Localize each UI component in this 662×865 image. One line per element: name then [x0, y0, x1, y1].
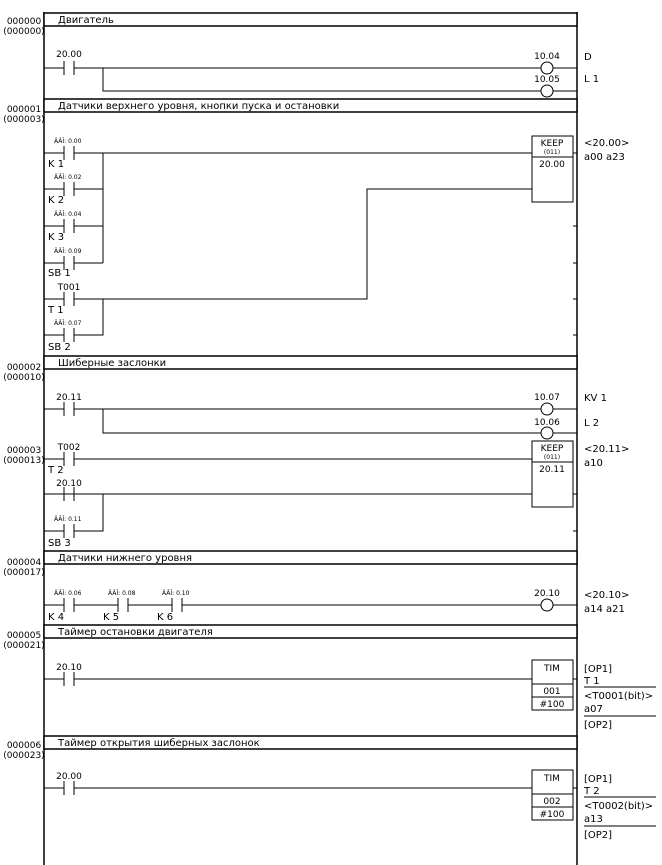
rung-step: (000010) [3, 373, 45, 383]
contact-name: K 3 [48, 232, 65, 243]
tim-op1: [OP1] [584, 774, 613, 785]
tim-bit: <T0001(bit)> [584, 691, 654, 702]
no-contact[interactable] [172, 598, 182, 612]
keep-annotation: a00 a23 [584, 152, 625, 163]
contact-address: ÂÂÎ: 0.00 [54, 138, 82, 145]
rung-number: 000003 [6, 446, 42, 456]
contact-address: 20.00 [56, 772, 82, 782]
contact-address: 20.10 [56, 663, 82, 673]
contact-address: ÂÂÎ: 0.08 [108, 590, 136, 597]
tim-setvalue: #100 [539, 700, 565, 710]
branch-wire [44, 189, 532, 335]
contact-name: SB 3 [48, 538, 71, 549]
no-contact[interactable] [64, 146, 74, 160]
rung-step: (000017) [3, 568, 45, 578]
no-contact[interactable] [64, 328, 74, 342]
contact-address: ÂÂÎ: 0.07 [54, 320, 82, 327]
tim-name: T 2 [584, 786, 600, 797]
no-contact[interactable] [64, 452, 74, 466]
contact-address: ÂÂÎ: 0.04 [54, 211, 82, 218]
keep-operand: 20.00 [539, 160, 565, 170]
rung-comment: Двигатель [58, 15, 114, 26]
contact-address: T001 [57, 283, 81, 293]
contact-name: T 1 [48, 305, 64, 316]
keep-title: KEEP [540, 444, 564, 454]
coil-label: D [584, 52, 592, 63]
tim-title: TIM [544, 774, 560, 784]
tim-name: T 1 [584, 676, 600, 687]
keep-code: (011) [543, 149, 561, 156]
coil-address: 10.06 [534, 418, 560, 428]
rung-number: 000002 [6, 363, 42, 373]
output-coil[interactable] [541, 599, 553, 611]
contact-address: ÂÂÎ: 0.11 [54, 516, 82, 523]
coil-address: 20.10 [534, 589, 560, 599]
keep-annotation: <20.11> [584, 444, 630, 455]
rung-number: 000004 [6, 558, 42, 568]
no-contact[interactable] [64, 524, 74, 538]
no-contact[interactable] [64, 402, 74, 416]
keep-code: (011) [543, 454, 561, 461]
keep-operand: 20.11 [539, 465, 565, 475]
coil-label: a14 a21 [584, 604, 625, 615]
no-contact[interactable] [64, 598, 74, 612]
contact-name: T 2 [48, 465, 64, 476]
tim-number: 001 [543, 687, 561, 697]
contact-address: ÂÂÎ: 0.06 [54, 590, 82, 597]
rung-step: (000003) [3, 115, 45, 125]
contact-name: K 5 [103, 612, 120, 623]
rung-comment: Шиберные заслонки [58, 358, 167, 369]
coil-address: 10.07 [534, 393, 560, 403]
contact-address: ÂÂÎ: 0.09 [54, 248, 82, 255]
output-coil[interactable] [541, 403, 553, 415]
contact-address: ÂÂÎ: 0.02 [54, 174, 82, 181]
contact-name: SB 2 [48, 342, 71, 353]
output-coil[interactable] [541, 85, 553, 97]
keep-annotation: <20.00> [584, 138, 630, 149]
no-contact[interactable] [118, 598, 128, 612]
keep-title: KEEP [540, 139, 564, 149]
tim-op2: [OP2] [584, 830, 613, 841]
tim-number: 002 [543, 797, 561, 807]
branch-wire [103, 68, 577, 91]
rung-wire [44, 409, 577, 433]
no-contact[interactable] [64, 219, 74, 233]
rung-step: (000023) [3, 751, 45, 761]
rung-number: 000006 [6, 741, 42, 751]
output-coil[interactable] [541, 427, 553, 439]
keep-annotation: a10 [584, 458, 603, 469]
tim-op2: [OP2] [584, 720, 613, 731]
tim-ref: a13 [584, 814, 603, 825]
rung-step: (000021) [3, 641, 45, 651]
no-contact[interactable] [64, 292, 74, 306]
rung-comment: Датчики нижнего уровня [58, 553, 193, 564]
rung-number: 000001 [6, 105, 42, 115]
contact-name: K 1 [48, 159, 65, 170]
contact-name: K 4 [48, 612, 65, 623]
coil-label: L 1 [584, 74, 600, 85]
contact-address: 20.00 [56, 50, 82, 60]
rung-step: (000013) [3, 456, 45, 466]
tim-title: TIM [544, 664, 560, 674]
no-contact[interactable] [64, 672, 74, 686]
coil-label: KV 1 [584, 393, 607, 404]
branch-wire [44, 494, 532, 531]
rung-comment: Датчики верхнего уровня, кнопки пуска и остановки [58, 101, 340, 112]
rung-step: (000000) [3, 27, 45, 37]
no-contact[interactable] [64, 61, 74, 75]
contact-name: K 2 [48, 195, 65, 206]
rung-comment-box [44, 13, 577, 26]
contact-address: T002 [57, 443, 81, 453]
contact-address: 20.11 [56, 393, 82, 403]
rung-number: 000005 [6, 631, 42, 641]
tim-op1: [OP1] [584, 664, 613, 675]
coil-address: 10.05 [534, 75, 560, 85]
tim-bit: <T0002(bit)> [584, 801, 654, 812]
contact-name: SB 1 [48, 268, 71, 279]
tim-ref: a07 [584, 704, 603, 715]
rung-comment: Таймер остановки двигателя [58, 627, 213, 638]
no-contact[interactable] [64, 781, 74, 795]
contact-address: ÂÂÎ: 0.10 [162, 590, 190, 597]
coil-label: <20.10> [584, 590, 630, 601]
coil-label: L 2 [584, 418, 600, 429]
rung-number: 000000 [6, 17, 42, 27]
contact-name: K 6 [157, 612, 174, 623]
output-coil[interactable] [541, 62, 553, 74]
rung-comment: Таймер открытия шиберных заслонок [58, 738, 260, 749]
no-contact[interactable] [64, 182, 74, 196]
coil-address: 10.04 [534, 52, 560, 62]
tim-setvalue: #100 [539, 810, 565, 820]
contact-address: 20.10 [56, 479, 82, 489]
